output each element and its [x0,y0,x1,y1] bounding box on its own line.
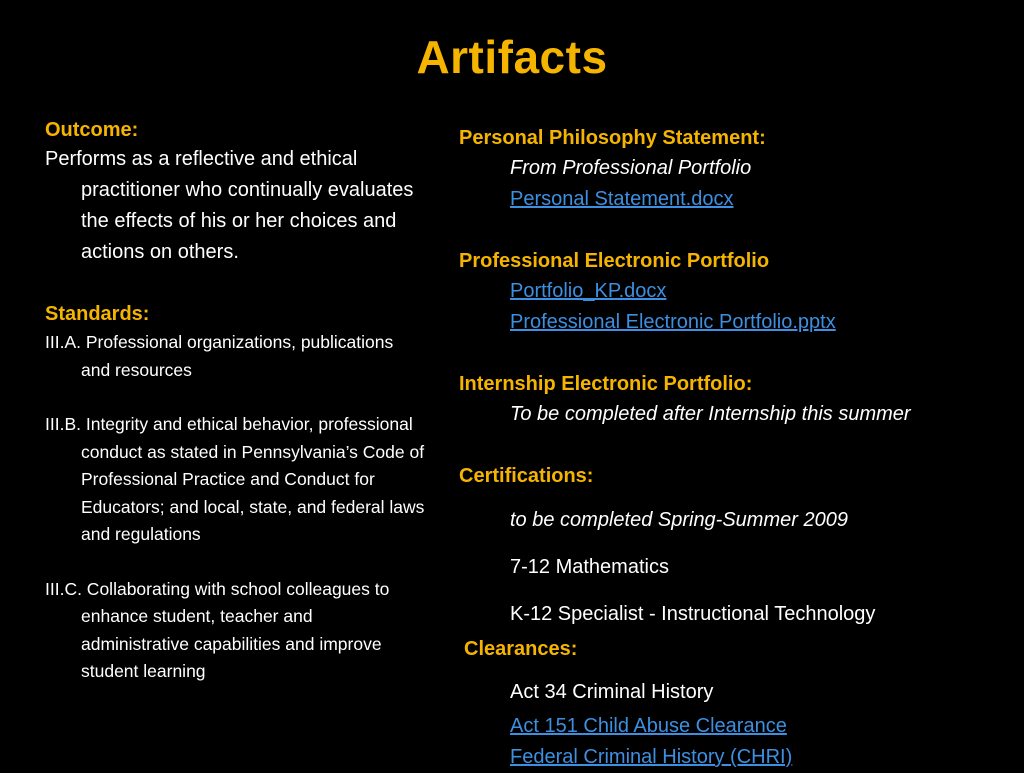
outcome-text: Performs as a reflective and ethical practitioner who continually evaluates the effects of his or her choices and actions on others. [45,148,414,263]
certifications-heading: Certifications: [459,465,594,487]
outcome-standards-column [45,116,425,686]
certification-item: 7-12 Mathematics [510,556,669,578]
portfolio-heading: Professional Electronic Portfolio [459,250,770,272]
portfolio-pptx-link[interactable]: Professional Electronic Portfolio.pptx [510,311,836,333]
philosophy-heading: Personal Philosophy Statement: [459,127,766,149]
chri-link[interactable]: Federal Criminal History (CHRI) [510,746,793,768]
act-151-link[interactable]: Act 151 Child Abuse Clearance [510,715,787,737]
clearances-heading: Clearances: [464,638,578,660]
standards-heading: Standards: [45,303,150,325]
clearance-item: Act 34 Criminal History [510,681,714,703]
portfolio-docx-link[interactable]: Portfolio_KP.docx [510,280,667,302]
certification-item: K-12 Specialist - Instructional Technology [510,603,876,625]
personal-statement-link[interactable]: Personal Statement.docx [510,188,734,210]
standard-item: III.C. Collaborating with school colleagues to enhance student, teacher and administrative capabilities and improve student learning [45,578,390,681]
outcome-heading: Outcome: [45,119,139,141]
artifacts-column [459,123,1019,773]
standard-item: III.A. Professional organizations, publications and resources [45,332,394,380]
slide-title: Artifacts [416,31,608,83]
certifications-note: to be completed Spring-Summer 2009 [510,509,848,531]
philosophy-note: From Professional Portfolio [510,157,752,179]
internship-note: To be completed after Internship this summer [510,403,911,425]
standard-item: III.B. Integrity and ethical behavior, professional conduct as stated in Pennsylvania’s Code of Professional Practice and Conduct for Educators; and local, state, and federal laws and regulations [45,414,425,544]
internship-heading: Internship Electronic Portfolio: [459,373,753,395]
